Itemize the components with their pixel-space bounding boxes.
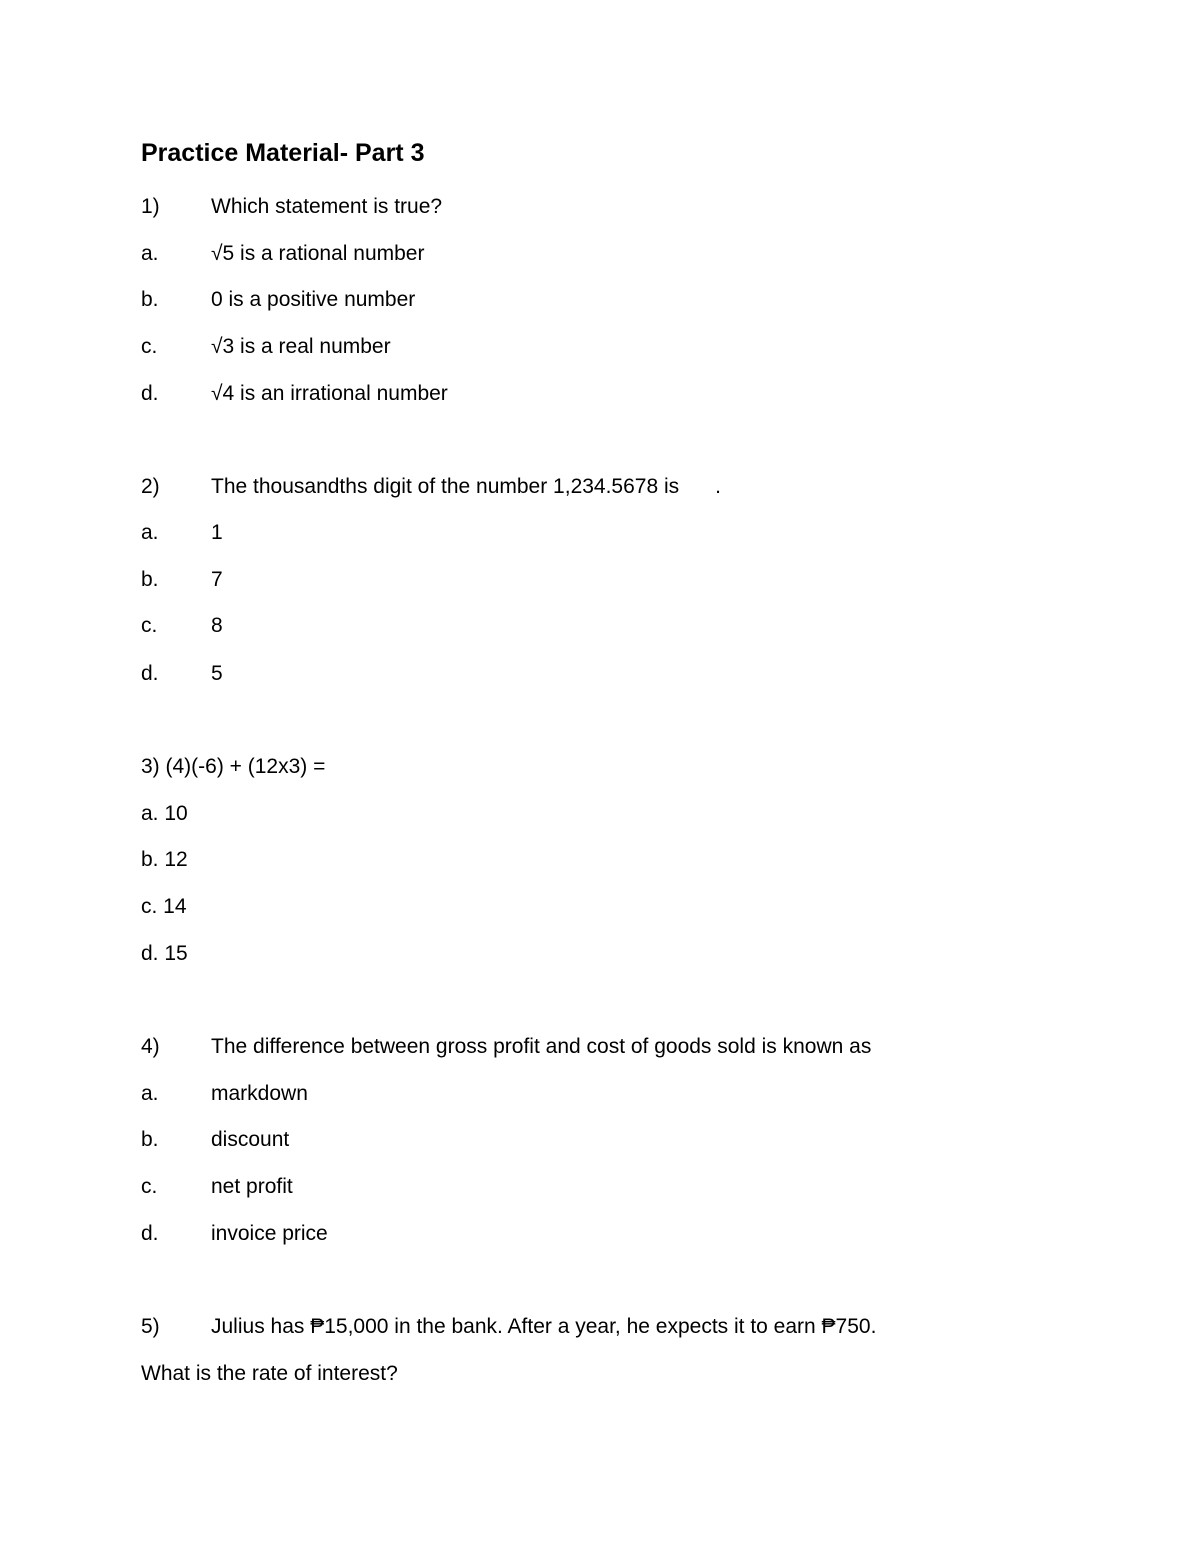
question-number: 5) (141, 1315, 160, 1338)
option-label: a. (141, 242, 159, 265)
question-number: 1) (141, 195, 160, 218)
question-number: 2) (141, 475, 160, 498)
option-label: d. (141, 1222, 159, 1245)
option-1b (141, 285, 415, 315)
option-label: d. (141, 662, 159, 685)
option-text: net profit (211, 1175, 293, 1198)
option-label: d. (141, 382, 159, 405)
question-5-continuation: What is the rate of interest? (141, 1362, 398, 1385)
option-4b (141, 1125, 289, 1155)
question-text: Julius has ₱15,000 in the bank. After a year, he expects it to earn ₱750. (211, 1315, 877, 1338)
option-text: √5 is a rational number (211, 242, 425, 265)
option-text: 0 is a positive number (211, 288, 416, 311)
question-trailing: . (715, 475, 721, 498)
option-label: c. (141, 614, 158, 637)
option-label: b. (141, 1128, 159, 1151)
option-2b (141, 565, 223, 595)
option-text: √3 is a real number (211, 335, 391, 358)
option-3d: d. 15 (141, 942, 188, 965)
question-4 (141, 1032, 871, 1062)
option-4d (141, 1219, 328, 1249)
question-text: The thousandths digit of the number 1,234.5678 is (211, 475, 680, 498)
question-1 (141, 192, 442, 222)
option-text: 7 (211, 568, 223, 591)
option-2d (141, 659, 223, 689)
page-title: Practice Material- Part 3 (141, 139, 425, 167)
question-number: 4) (141, 1035, 160, 1058)
option-1d (141, 379, 448, 409)
option-4c (141, 1172, 293, 1202)
option-1a (141, 239, 424, 269)
option-label: b. (141, 288, 159, 311)
option-2c (141, 611, 223, 641)
option-1c (141, 332, 391, 362)
option-4a (141, 1079, 308, 1109)
question-2 (141, 472, 721, 502)
question-5 (141, 1312, 876, 1342)
option-label: a. (141, 1082, 159, 1105)
option-text: √4 is an irrational number (211, 382, 448, 405)
option-label: b. (141, 568, 159, 591)
option-label: c. (141, 1175, 158, 1198)
option-3c: c. 14 (141, 895, 187, 918)
question-text: Which statement is true? (211, 195, 443, 218)
option-label: c. (141, 335, 158, 358)
option-label: a. (141, 521, 159, 544)
option-3b: b. 12 (141, 848, 188, 871)
option-text: markdown (211, 1082, 308, 1105)
option-text: invoice price (211, 1222, 328, 1245)
option-2a (141, 518, 223, 548)
question-text: The difference between gross profit and cost of goods sold is known as (211, 1035, 872, 1058)
option-3a: a. 10 (141, 802, 188, 825)
option-text: 5 (211, 662, 223, 685)
option-text: 8 (211, 614, 223, 637)
question-3: 3) (4)(-6) + (12x3) = (141, 755, 326, 778)
option-text: discount (211, 1128, 290, 1151)
option-text: 1 (211, 521, 223, 544)
